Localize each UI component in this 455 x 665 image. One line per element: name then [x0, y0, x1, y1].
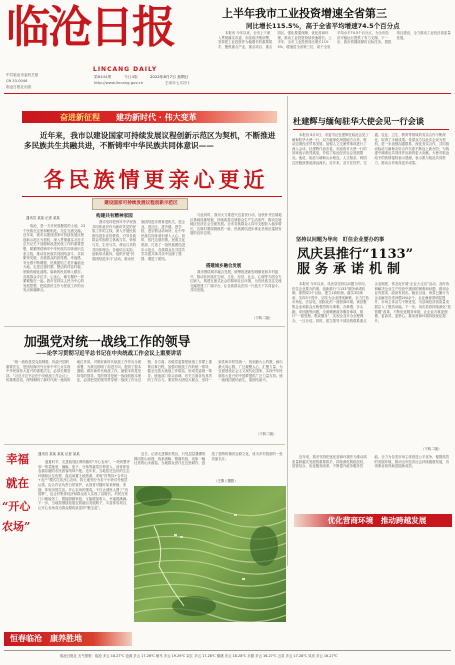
masthead-pages: 今日4版 [124, 75, 138, 79]
masthead-title: 临沧日报 [6, 2, 174, 53]
masthead-date: 2022年8月7日 星期日 [150, 75, 189, 79]
fengqing-continued: （下转二版） [421, 447, 442, 451]
ethnic-byline: 通讯员 某某 记者 某某 [26, 216, 60, 220]
ethnic-rule [22, 196, 282, 197]
fengqing-headline-1: 凤庆县推行“1133” [297, 247, 414, 262]
united-subhead: ——论学习贯彻习近平总书记在中央统战工作会议上重要讲话 [36, 351, 182, 357]
united-headline: 加强党对统一战线工作的领导 [24, 335, 191, 350]
farm-headline-2: 就在 [6, 476, 29, 490]
right-body [292, 133, 452, 231]
right-headline-rule [293, 129, 449, 130]
farm-byline: 通讯员 某某 某某 记者 某某 [38, 452, 80, 456]
photo-caption: （王倩 / 摄影） [214, 479, 238, 483]
farm-top-rule [4, 444, 285, 445]
ethnic-col-2 [92, 220, 186, 322]
masthead-rule [4, 93, 451, 94]
ethnic-col-1 [23, 224, 87, 322]
masthead-pinyin: LINCANG DAILY [93, 66, 158, 73]
united-body [6, 360, 284, 432]
right-headline: 杜建辉与缅甸驻华大使会见一行会谈 [293, 116, 425, 126]
lead-body [218, 31, 451, 91]
footer-rule [4, 650, 451, 651]
fengqing-body [292, 282, 452, 446]
masthead-sub-note: 临沧日报社出版 [6, 85, 32, 89]
fengqing-headline-2: 服务承诺机制 [297, 262, 406, 277]
ethnic-box-title: 建设国家可持续发展议程创新示范区 [104, 201, 178, 206]
farm-body [38, 460, 130, 606]
masthead-sponsor: 中共临沧市委机关报 [6, 73, 39, 77]
ethnic-subsection: 构建共有精神家园 [96, 214, 133, 219]
lead-headline: 上半年我市工业投资增速全省第三 [222, 7, 387, 20]
united-continued: （下转二版） [256, 432, 277, 436]
right-bottom-body [292, 455, 452, 511]
ethnic-continued: （下转二版） [252, 316, 273, 320]
terrace-photo [134, 486, 286, 622]
lead-subhead: 同比增长115.5%，高于全省平均增速74.5个百分点 [246, 22, 400, 30]
ethnic-col-4 [190, 270, 282, 316]
terrace-photo-svg [134, 486, 286, 622]
mid-body [134, 452, 284, 478]
ethnic-col-3 [190, 213, 282, 261]
footer-text: 临沧日报社 天气预报：临沧 多云 18-27℃ 沧源 多云 17-26℃ 耿马 多云 19-29℃ 双江 多云 17-28℃ 镇康 多云 18-28℃ 永德 多云 16-27℃ 云县 多云 17-28℃ 凤庆 多云 16-27℃ [60, 654, 338, 658]
right-bottom-banner: 优化营商环境 推动跨越发展 [327, 516, 427, 525]
masthead-site: http://www.lincang.gov.cn [94, 81, 144, 85]
farm-headline-1: 幸福 [6, 452, 29, 466]
banner-left: 奋进新征程 [60, 113, 100, 122]
fengqing-kicker: 坚持以问题为导向 盯住企业要办的事 [296, 237, 385, 243]
farm-headline-4: 农场” [2, 520, 31, 533]
editorial-top-rule [4, 326, 285, 327]
bottom-left-banner: 恒春临沧 康养胜地 [10, 634, 82, 643]
farm-headline-3: “开心 [2, 500, 31, 513]
banner-right: 建功新时代 · 伟大变革 [116, 113, 197, 122]
ethnic-intro: 近年来，我市以建设国家可持续发展议程创新示范区为契机，不断推进多民族共生共融共进，不断铸牢中华民族共同体意识—— [24, 131, 276, 150]
right-divider [287, 96, 288, 566]
masthead-cn: CN 53-0046 [6, 79, 28, 83]
masthead-lunar: 壬寅年七月初十 [165, 81, 191, 85]
masthead-issue: 第8444期 [94, 75, 112, 79]
ethnic-headline: 各民族情更亲心更近 [43, 167, 269, 192]
ethnic-subsection-2: 搭建城乡融合发展 [206, 264, 242, 269]
